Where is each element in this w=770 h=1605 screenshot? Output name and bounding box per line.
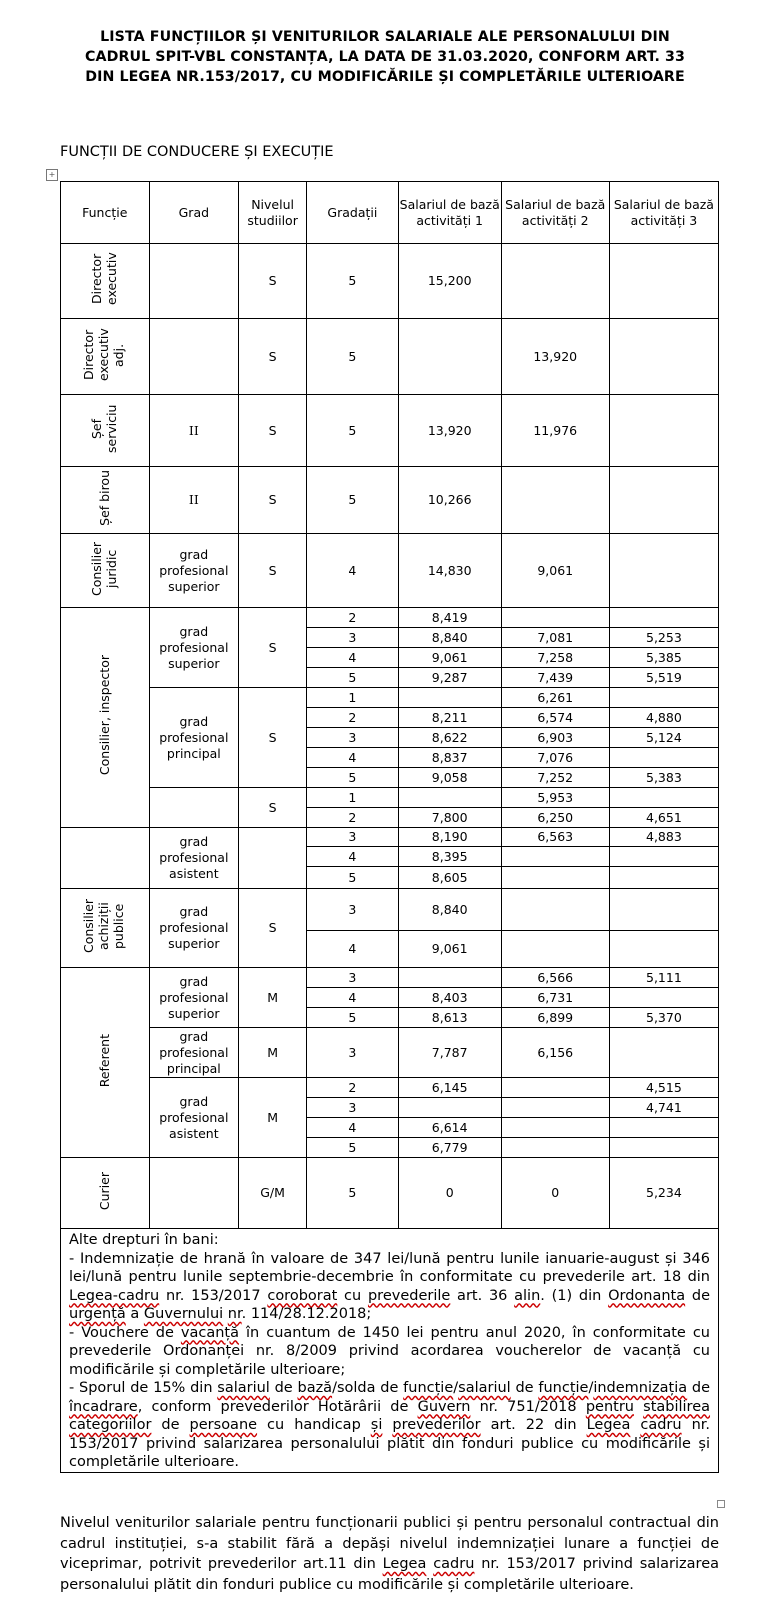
header-functie: Funcție: [61, 182, 150, 244]
gradatie-cell: 4: [307, 847, 399, 867]
sal1-cell: 8,840: [398, 628, 501, 648]
sal1-cell: [398, 688, 501, 708]
grad-cell: grad profesional superior: [149, 968, 239, 1028]
sal1-cell: 9,058: [398, 768, 501, 788]
gradatie-cell: 5: [307, 244, 399, 319]
notes-row: [61, 1229, 719, 1473]
sal1-cell: 6,614: [398, 1118, 501, 1138]
gradatie-cell: 3: [307, 628, 399, 648]
sal1-cell: 7,800: [398, 808, 501, 828]
sal1-cell: 8,837: [398, 748, 501, 768]
table-row: [61, 467, 719, 534]
gradatie-cell: 5: [307, 668, 399, 688]
sal3-cell: [609, 847, 718, 867]
sal2-cell: [501, 847, 609, 867]
sal2-cell: 7,258: [501, 648, 609, 668]
gradatie-cell: 5: [307, 319, 399, 395]
sal1-cell: 8,605: [398, 867, 501, 889]
sal2-cell: 7,439: [501, 668, 609, 688]
sal3-cell: [609, 867, 718, 889]
function-label: Consilier juridic: [88, 541, 119, 596]
title-line-1: LISTA FUNCȚIILOR ȘI VENITURILOR SALARIALE ALE PERSONALULUI DIN: [100, 29, 670, 45]
sal3-cell: 4,883: [609, 828, 718, 847]
table-row: [61, 395, 719, 467]
sal2-cell: [501, 1078, 609, 1098]
sal1-cell: 8,613: [398, 1008, 501, 1028]
note-2: - Vouchere de vacanță în cuantum de 1450 lei pentru anul 2020, în conformitate cu prevederile Ordonanței nr. 8/2009 privind acordarea voucherelor de vacanță cu modificările și completările ulterioare;: [69, 1324, 711, 1378]
gradatie-cell: 5: [307, 867, 399, 889]
gradatie-cell: 5: [307, 395, 399, 467]
gradatie-cell: 2: [307, 1078, 399, 1098]
grad-cell: grad profesional asistent: [149, 1078, 239, 1158]
nivel-cell: M: [239, 968, 307, 1028]
sal1-cell: 8,419: [398, 608, 501, 628]
nivel-cell: S: [239, 319, 307, 395]
nivel-cell: M: [239, 1028, 307, 1078]
sal3-cell: 4,741: [609, 1098, 718, 1118]
grad-cell: grad profesional principal: [149, 688, 239, 788]
grad-cell: II: [149, 395, 239, 467]
nivel-cell: S: [239, 534, 307, 608]
footer-paragraph: Nivelul veniturilor salariale pentru funcționarii publici și pentru personalul contractual din cadrul instituției, s-a stabilit fără a depăși nivelul indemnizației lunare a funcției de viceprimar, potrivit prevederilor art.11 din Legea cadru nr. 153/2017 privind salarizarea personalului plătit din fonduri publice cu modificările și completările ulterioare.: [60, 1515, 719, 1593]
notes-heading: Alte drepturi în bani:: [69, 1232, 219, 1248]
table-row: [61, 828, 719, 847]
sal1-cell: 13,920: [398, 395, 501, 467]
sal2-cell: 6,899: [501, 1008, 609, 1028]
function-label: Consilier achiziții publice: [80, 898, 126, 954]
table-row: [61, 788, 719, 808]
document-title: [60, 27, 710, 87]
sal1-cell: 6,145: [398, 1078, 501, 1098]
sal2-cell: 6,563: [501, 828, 609, 847]
sal1-cell: [398, 968, 501, 988]
sal1-cell: 8,190: [398, 828, 501, 847]
header-sal3: Salariul de bază activități 3: [609, 182, 718, 244]
sal3-cell: 5,383: [609, 768, 718, 788]
sal3-cell: 5,370: [609, 1008, 718, 1028]
sal2-cell: 0: [501, 1158, 609, 1229]
gradatie-cell: 5: [307, 467, 399, 534]
table-row: [61, 534, 719, 608]
table-row: [61, 688, 719, 708]
header-gradatii: Gradații: [307, 182, 399, 244]
header-sal2: Salariul de bază activități 2: [501, 182, 609, 244]
sal2-cell: 5,953: [501, 788, 609, 808]
sal2-cell: 7,081: [501, 628, 609, 648]
sal2-cell: [501, 1098, 609, 1118]
note-3: - Sporul de 15% din salariul de bază/solda de funcție/salariul de funcție/indemnizația de încadrare, conform prevederilor Hotărârii de Guvern nr. 751/2018 pentru stabilirea categoriilor de persoane cu handicap și prevederilor art. 22 din Legea cadru nr. 153/2017 privind salarizarea personalului plătit din fonduri publice cu modificările și completările ulterioare.: [69, 1380, 711, 1470]
sal1-cell: 10,266: [398, 467, 501, 534]
gradatie-cell: 4: [307, 748, 399, 768]
sal1-cell: 8,403: [398, 988, 501, 1008]
sal3-cell: 4,880: [609, 708, 718, 728]
nivel-cell: M: [239, 1078, 307, 1158]
gradatie-cell: 3: [307, 1028, 399, 1078]
section-title: FUNCȚII DE CONDUCERE ȘI EXECUȚIE: [60, 144, 334, 160]
title-line-2: CADRUL SPIT-VBL CONSTANȚA, LA DATA DE 31.03.2020, CONFORM ART. 33: [85, 49, 685, 65]
sal2-cell: 6,903: [501, 728, 609, 748]
sal2-cell: 11,976: [501, 395, 609, 467]
sal3-cell: [609, 608, 718, 628]
gradatie-cell: 4: [307, 534, 399, 608]
title-line-3: DIN LEGEA NR.153/2017, CU MODIFICĂRILE ȘI COMPLETĂRILE ULTERIOARE: [85, 69, 685, 85]
sal1-cell: 8,211: [398, 708, 501, 728]
sal1-cell: 8,395: [398, 847, 501, 867]
gradatie-cell: 5: [307, 1138, 399, 1158]
gradatie-cell: 3: [307, 828, 399, 847]
sal2-cell: [501, 867, 609, 889]
gradatie-cell: 3: [307, 1098, 399, 1118]
gradatie-cell: 2: [307, 808, 399, 828]
sal1-cell: 6,779: [398, 1138, 501, 1158]
gradatie-cell: 4: [307, 1118, 399, 1138]
table-resize-handle-icon[interactable]: [717, 1500, 725, 1508]
sal2-cell: [501, 608, 609, 628]
header-sal1: Salariul de bază activități 1: [398, 182, 501, 244]
sal3-cell: [609, 748, 718, 768]
sal3-cell: 5,519: [609, 668, 718, 688]
nivel-cell: S: [239, 688, 307, 788]
sal1-cell: 14,830: [398, 534, 501, 608]
nivel-cell: S: [239, 608, 307, 688]
nivel-cell: S: [239, 788, 307, 828]
sal1-cell: [398, 1098, 501, 1118]
sal1-cell: 0: [398, 1158, 501, 1229]
header-nivel: Nivelul studiilor: [239, 182, 307, 244]
gradatie-cell: 5: [307, 1008, 399, 1028]
sal3-cell: 4,515: [609, 1078, 718, 1098]
nivel-cell: G/M: [239, 1158, 307, 1229]
table-row: [61, 244, 719, 319]
sal2-cell: 6,731: [501, 988, 609, 1008]
function-label: Referent: [97, 1033, 113, 1088]
sal2-cell: 6,566: [501, 968, 609, 988]
gradatie-cell: 4: [307, 988, 399, 1008]
grad-cell: grad profesional principal: [149, 1028, 239, 1078]
sal2-cell: [501, 1118, 609, 1138]
sal3-cell: 5,253: [609, 628, 718, 648]
sal3-cell: 5,385: [609, 648, 718, 668]
sal3-cell: 5,234: [609, 1158, 718, 1229]
gradatie-cell: 3: [307, 889, 399, 931]
sal2-cell: 6,261: [501, 688, 609, 708]
table-row: [61, 319, 719, 395]
notes-cell: [61, 1229, 719, 1473]
gradatie-cell: 5: [307, 768, 399, 788]
sal3-cell: 5,124: [609, 728, 718, 748]
note-1: - Indemnizație de hrană în valoare de 347 lei/lună pentru lunile ianuarie-august și 346 lei/lună pentru lunile septembrie-decembrie în conformitate cu prevederile art. 18 din Legea-cadru nr. 153/2017 coroborat cu prevederile art. 36 alin. (1) din Ordonanta de urgență a Guvernului nr. 114/28.12.2018;: [69, 1250, 710, 1322]
function-label: Consilier, inspector: [97, 655, 113, 776]
table-row: [61, 1158, 719, 1229]
sal2-cell: 7,076: [501, 748, 609, 768]
sal1-cell: 8,622: [398, 728, 501, 748]
sal2-cell: 9,061: [501, 534, 609, 608]
sal3-cell: 5,111: [609, 968, 718, 988]
function-label: Director executiv: [88, 252, 119, 306]
grad-cell: grad profesional asistent: [149, 828, 239, 889]
salary-table: [60, 181, 719, 1473]
sal2-cell: 6,574: [501, 708, 609, 728]
header-grad: Grad: [149, 182, 239, 244]
nivel-cell: S: [239, 244, 307, 319]
sal3-cell: 4,651: [609, 808, 718, 828]
function-label: Curier: [97, 1171, 113, 1211]
table-row: [61, 889, 719, 931]
table-row: [61, 1028, 719, 1078]
sal3-cell: [609, 1118, 718, 1138]
table-move-handle-icon[interactable]: +: [46, 169, 58, 181]
gradatie-cell: 1: [307, 788, 399, 808]
sal3-cell: [609, 688, 718, 708]
gradatie-cell: 2: [307, 708, 399, 728]
grad-cell: II: [149, 467, 239, 534]
sal2-cell: 6,250: [501, 808, 609, 828]
nivel-cell: S: [239, 395, 307, 467]
gradatie-cell: 4: [307, 931, 399, 968]
sal1-cell: 8,840: [398, 889, 501, 931]
sal3-cell: [609, 1138, 718, 1158]
gradatie-cell: 2: [307, 608, 399, 628]
gradatie-cell: 3: [307, 728, 399, 748]
sal1-cell: 7,787: [398, 1028, 501, 1078]
gradatie-cell: 1: [307, 688, 399, 708]
sal3-cell: [609, 788, 718, 808]
function-label: Director executiv adj.: [80, 328, 126, 381]
nivel-cell: S: [239, 467, 307, 534]
sal3-cell: [609, 988, 718, 1008]
sal2-cell: 6,156: [501, 1028, 609, 1078]
nivel-cell: S: [239, 889, 307, 968]
gradatie-cell: 5: [307, 1158, 399, 1229]
function-label: Șef birou: [97, 470, 113, 526]
table-row: [61, 608, 719, 628]
grad-cell: grad profesional superior: [149, 608, 239, 688]
sal1-cell: [398, 788, 501, 808]
sal1-cell: 9,287: [398, 668, 501, 688]
sal2-cell: 13,920: [501, 319, 609, 395]
sal1-cell: 15,200: [398, 244, 501, 319]
sal1-cell: 9,061: [398, 648, 501, 668]
function-label: Șef serviciu: [88, 404, 119, 453]
gradatie-cell: 4: [307, 648, 399, 668]
sal2-cell: 7,252: [501, 768, 609, 788]
grad-cell: grad profesional superior: [149, 534, 239, 608]
gradatie-cell: 3: [307, 968, 399, 988]
sal1-cell: 9,061: [398, 931, 501, 968]
table-header-row: [61, 182, 719, 244]
table-row: [61, 968, 719, 988]
grad-cell: grad profesional superior: [149, 889, 239, 968]
sal2-cell: [501, 1138, 609, 1158]
table-row: [61, 1078, 719, 1098]
